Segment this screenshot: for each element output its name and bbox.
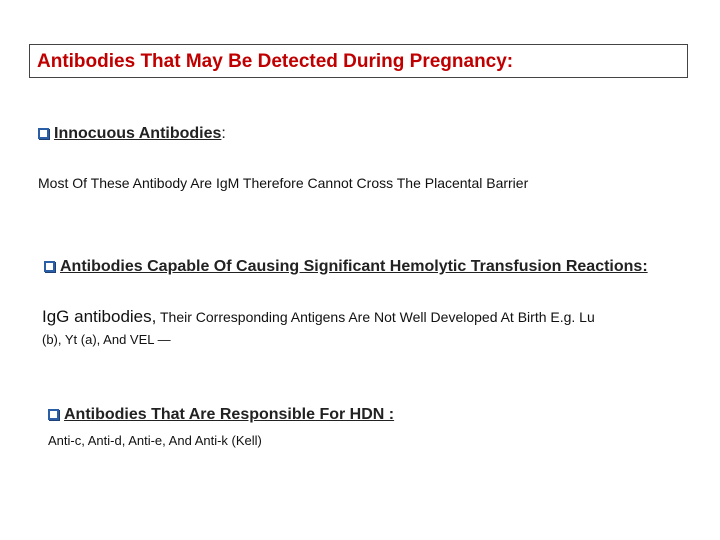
checkbox-bullet-icon	[44, 261, 55, 272]
section-body-hdn: Anti-c, Anti-d, Anti-e, And Anti-k (Kell)	[48, 433, 262, 448]
checkbox-bullet-icon	[38, 128, 49, 139]
section-heading-hdn	[48, 406, 394, 424]
heading-label: Innocuous Antibodies	[54, 125, 222, 142]
slide-title: Antibodies That May Be Detected During Pregnancy:	[37, 51, 514, 72]
section-body-hemolytic	[42, 307, 595, 327]
checkbox-bullet-icon	[48, 409, 59, 420]
body-lead: IgG antibodies,	[42, 307, 157, 326]
heading-suffix: :	[221, 125, 226, 142]
heading-label: Antibodies That Are Responsible For HDN :	[64, 406, 395, 423]
section-body-innocuous: Most Of These Antibody Are IgM Therefore Cannot Cross The Placental Barrier	[38, 175, 529, 191]
section-heading-hemolytic	[44, 258, 648, 276]
body-rest: Their Corresponding Antigens Are Not Well Developed At Birth E.g. Lu	[156, 309, 595, 325]
heading-label: Antibodies Capable Of Causing Significant Hemolytic Transfusion Reactions:	[60, 258, 648, 275]
section-body-hemolytic-line2: (b), Yt (a), And VEL —	[42, 332, 171, 347]
section-heading-innocuous	[38, 125, 226, 143]
title-box	[29, 44, 688, 78]
